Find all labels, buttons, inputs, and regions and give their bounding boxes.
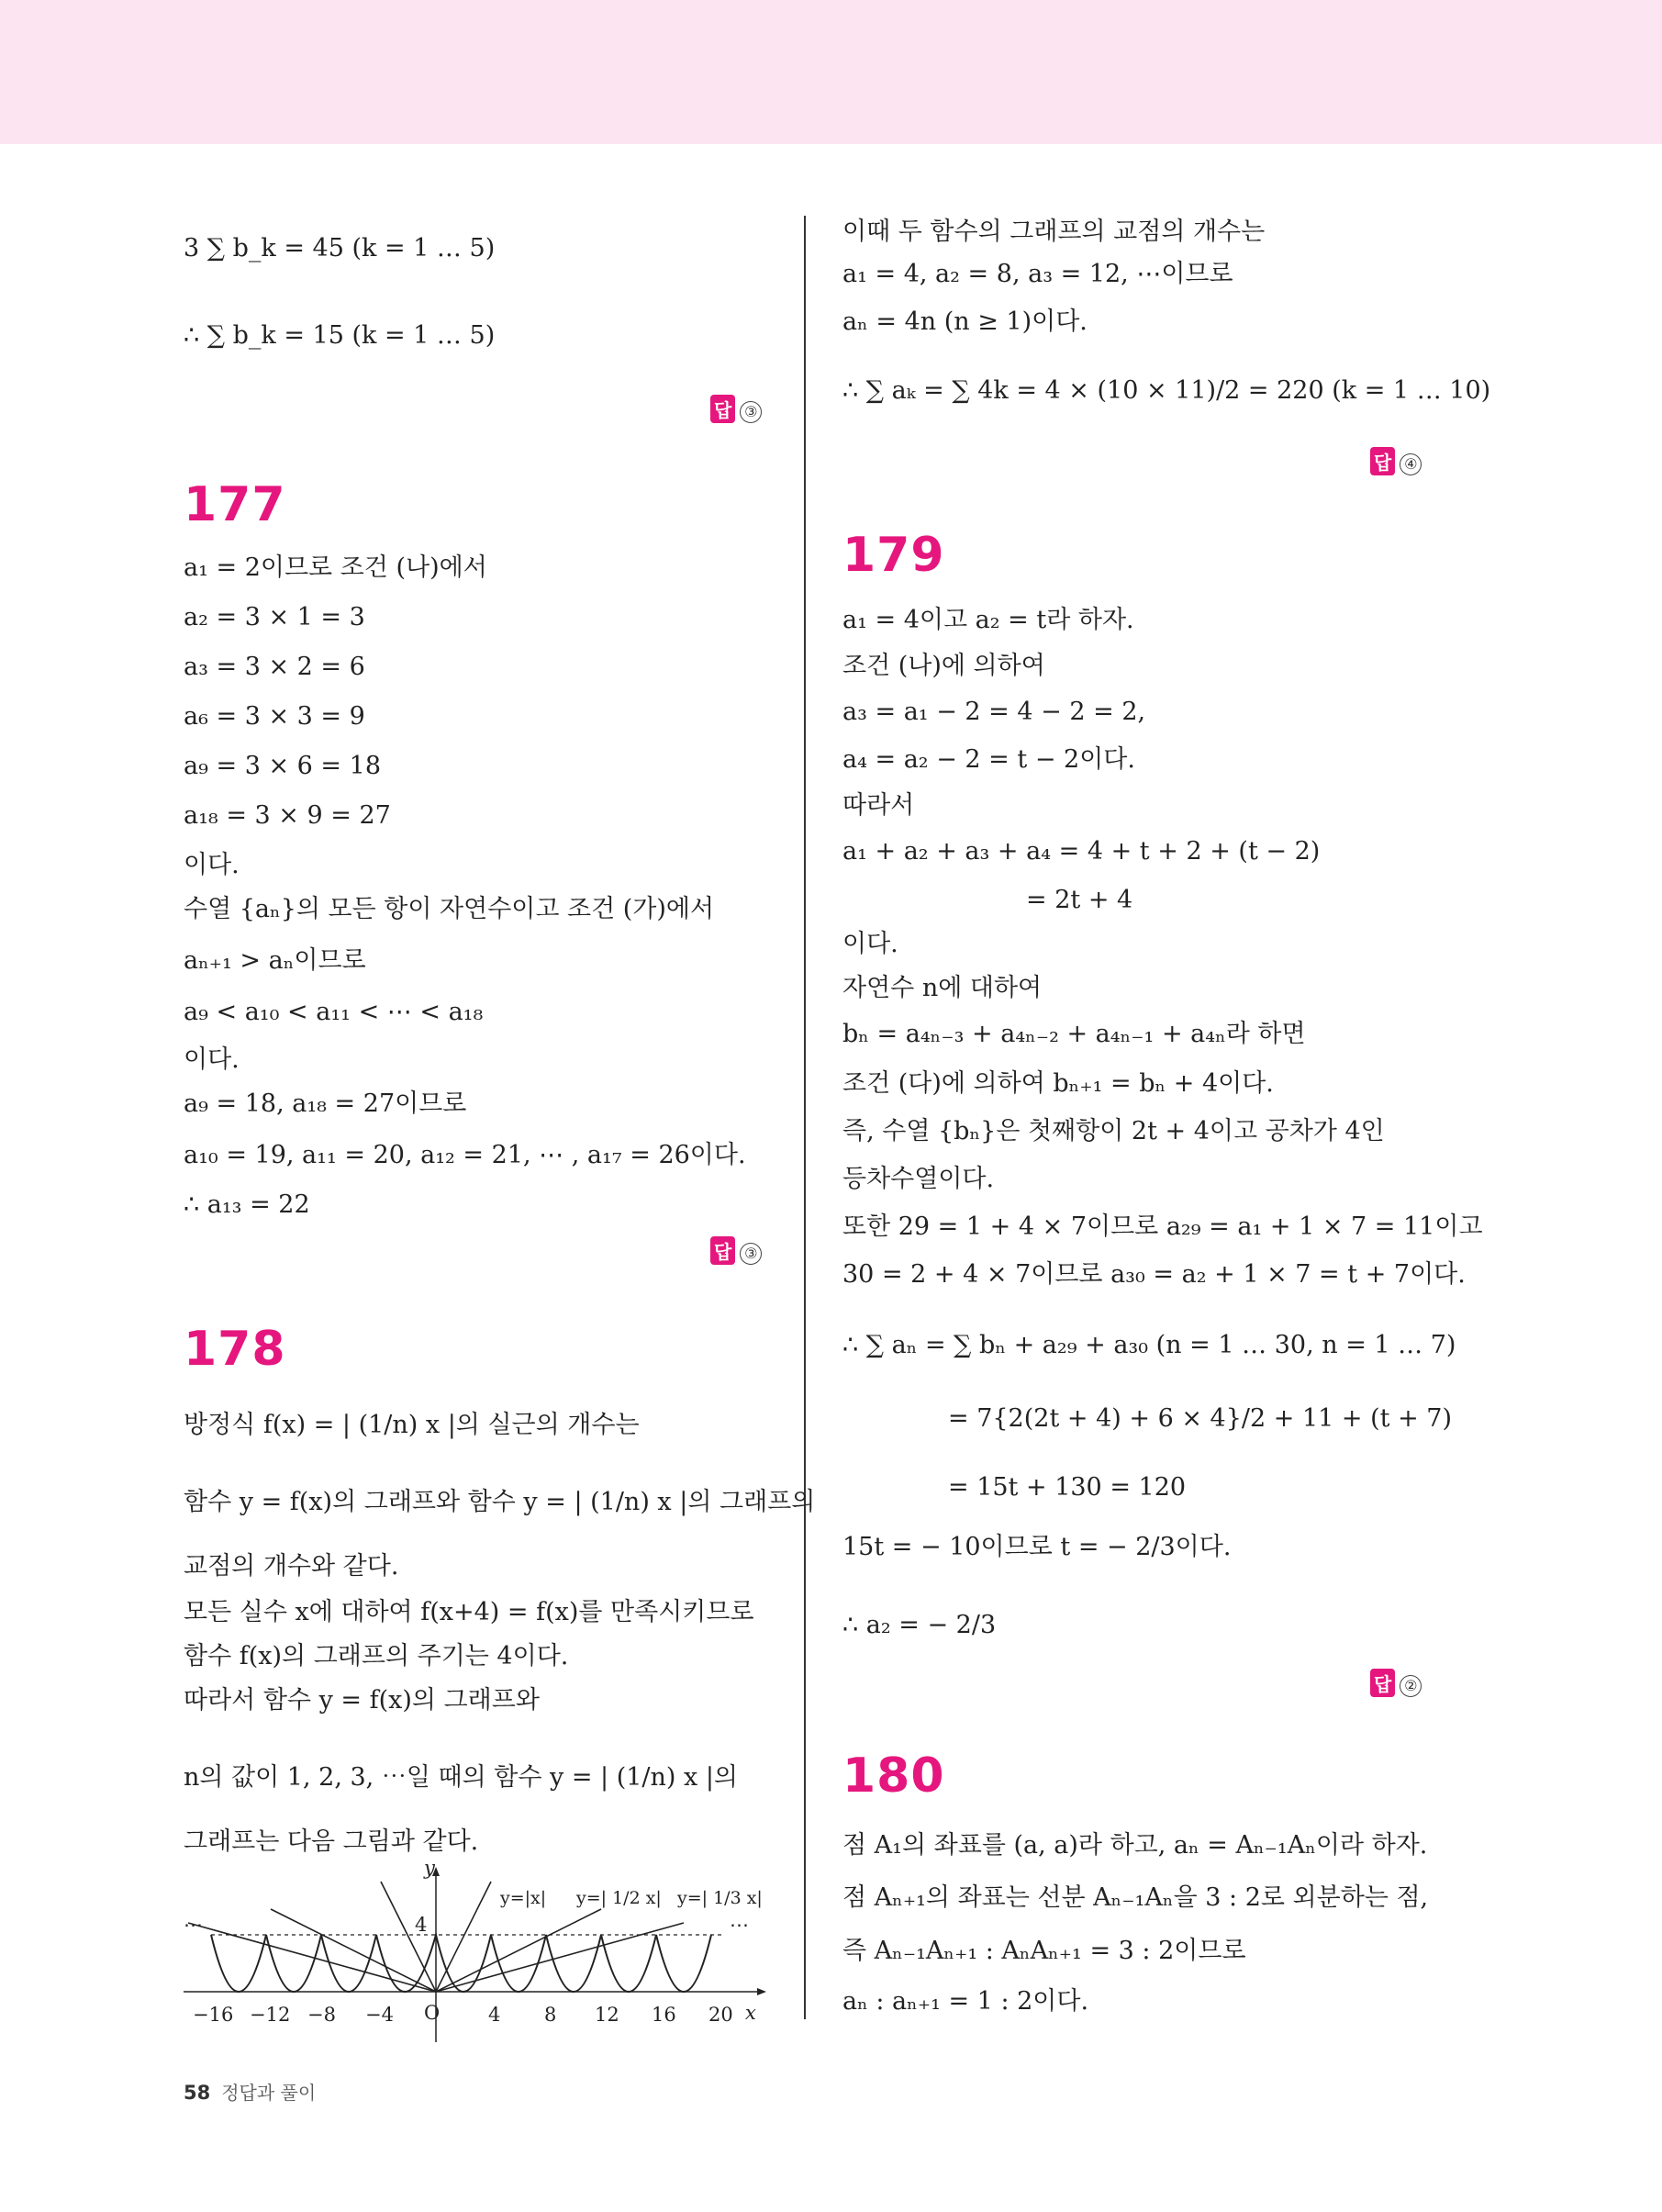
x-tick: −4 bbox=[365, 2004, 394, 2026]
ellipsis-right: ⋯ bbox=[730, 1914, 749, 1936]
line: a₁₈ = 3 × 9 = 27 bbox=[184, 801, 391, 830]
answer-badge-176: 답 ③ bbox=[710, 395, 762, 423]
periodic-function-graph bbox=[184, 1854, 771, 2056]
header-band bbox=[0, 0, 1662, 144]
line-third-x-left bbox=[188, 1923, 436, 1992]
line: 점 A₁의 좌표를 (a, a)라 하고, aₙ = Aₙ₋₁Aₙ이라 하자. bbox=[842, 1831, 1428, 1860]
sum-line-2: ∴ ∑ b_k = 15 (k = 1 … 5) bbox=[184, 321, 496, 350]
line: 이다. bbox=[842, 930, 898, 958]
ellipsis-left: ⋯ bbox=[184, 1914, 203, 1936]
problem-number-178: 178 bbox=[184, 1322, 286, 1377]
curve-label-half-x: y=| 1/2 x| bbox=[576, 1888, 662, 1908]
line: ∴ ∑ aₖ = ∑ 4k = 4 × (10 × 11)/2 = 220 (k = 1 … 10) bbox=[842, 376, 1491, 405]
line: = 2t + 4 bbox=[1026, 886, 1133, 914]
sum-line-1: 3 ∑ b_k = 45 (k = 1 … 5) bbox=[184, 234, 496, 263]
line: 30 = 2 + 4 × 7이므로 a₃₀ = a₂ + 1 × 7 = t + 7이다. bbox=[842, 1260, 1466, 1289]
y-axis-label: y bbox=[424, 1857, 435, 1879]
line: 이다. bbox=[184, 851, 240, 879]
line: 등차수열이다. bbox=[842, 1165, 995, 1193]
x-tick: −8 bbox=[307, 2004, 336, 2026]
line: a₁₀ = 19, a₁₁ = 20, a₁₂ = 21, ⋯ , a₁₇ = 26이다. bbox=[184, 1141, 746, 1169]
x-tick: 20 bbox=[708, 2004, 733, 2026]
parabola-curves bbox=[211, 1935, 711, 1992]
answer-label: 답 bbox=[1370, 1669, 1395, 1697]
y-tick-4: 4 bbox=[415, 1914, 428, 1936]
problem-number-180: 180 bbox=[842, 1748, 945, 1804]
line: a₁ + a₂ + a₃ + a₄ = 4 + t + 2 + (t − 2) bbox=[842, 837, 1321, 866]
line: 교점의 개수와 같다. bbox=[184, 1552, 399, 1581]
line: 자연수 n에 대하여 bbox=[842, 974, 1043, 1002]
line: bₙ = a₄ₙ₋₃ + a₄ₙ₋₂ + a₄ₙ₋₁ + a₄ₙ라 하면 bbox=[842, 1020, 1306, 1048]
line: a₁ = 4이고 a₂ = t라 하자. bbox=[842, 606, 1134, 634]
answer-label: 답 bbox=[1370, 447, 1395, 475]
column-divider bbox=[804, 216, 806, 2019]
page-number: 58 bbox=[184, 2082, 211, 2104]
line: aₙ : aₙ₊₁ = 1 : 2이다. bbox=[842, 1987, 1089, 2016]
line: 점 Aₙ₊₁의 좌표는 선분 Aₙ₋₁Aₙ을 3 : 2로 외분하는 점, bbox=[842, 1883, 1429, 1912]
line: a₉ = 3 × 6 = 18 bbox=[184, 752, 381, 780]
x-axis-arrow bbox=[757, 1988, 766, 1995]
line: = 7{2(2t + 4) + 6 × 4}/2 + 11 + (t + 7) bbox=[948, 1404, 1453, 1433]
footer-title: 정답과 풀이 bbox=[221, 2082, 317, 2104]
answer-label: 답 bbox=[710, 1236, 735, 1265]
line: 또한 29 = 1 + 4 × 7이므로 a₂₉ = a₁ + 1 × 7 = 11이고 bbox=[842, 1212, 1483, 1241]
line-abs-x-right bbox=[436, 1882, 491, 1992]
problem-number-177: 177 bbox=[184, 477, 286, 532]
line: a₃ = 3 × 2 = 6 bbox=[184, 653, 365, 681]
line: ∴ a₁₃ = 22 bbox=[184, 1190, 310, 1219]
line: 즉, 수열 {bₙ}은 첫째항이 2t + 4이고 공차가 4인 bbox=[842, 1117, 1385, 1145]
line: 방정식 f(x) = | (1/n) x |의 실근의 개수는 bbox=[184, 1411, 640, 1439]
x-tick: −16 bbox=[193, 2004, 234, 2026]
answer-badge-177: 답 ③ bbox=[710, 1236, 762, 1265]
line: n의 값이 1, 2, 3, ⋯일 때의 함수 y = | (1/n) x |의 bbox=[184, 1763, 739, 1792]
line: 함수 f(x)의 그래프의 주기는 4이다. bbox=[184, 1642, 569, 1670]
line-half-x-right bbox=[436, 1909, 601, 1992]
line-half-x-left bbox=[271, 1909, 436, 1992]
line: ∴ a₂ = − 2/3 bbox=[842, 1611, 997, 1639]
line: a₉ < a₁₀ < a₁₁ < ⋯ < a₁₈ bbox=[184, 998, 484, 1026]
line: 모든 실수 x에 대하여 f(x+4) = f(x)를 만족시키므로 bbox=[184, 1598, 754, 1626]
x-tick: O bbox=[424, 2002, 441, 2024]
answer-label: 답 bbox=[710, 395, 735, 423]
line: a₄ = a₂ − 2 = t − 2이다. bbox=[842, 745, 1135, 774]
line: 조건 (나)에 의하여 bbox=[842, 652, 1045, 680]
line: a₁ = 4, a₂ = 8, a₃ = 12, ⋯이므로 bbox=[842, 260, 1233, 288]
curve-label-abs-x: y=|x| bbox=[500, 1888, 547, 1908]
line: aₙ = 4n (n ≥ 1)이다. bbox=[842, 307, 1088, 336]
line: a₃ = a₁ − 2 = 4 − 2 = 2, bbox=[842, 698, 1146, 726]
line: 즉 Aₙ₋₁Aₙ₊₁ : AₙAₙ₊₁ = 3 : 2이므로 bbox=[842, 1937, 1246, 1965]
line: a₉ = 18, a₁₈ = 27이므로 bbox=[184, 1089, 467, 1118]
x-tick: 16 bbox=[652, 2004, 676, 2026]
page-footer bbox=[184, 2078, 316, 2105]
line: 이다. bbox=[184, 1045, 240, 1074]
x-axis-label: x bbox=[745, 2002, 756, 2024]
line: 수열 {aₙ}의 모든 항이 자연수이고 조건 (가)에서 bbox=[184, 895, 715, 923]
problem-number-179: 179 bbox=[842, 528, 945, 583]
line: 15t = − 10이므로 t = − 2/3이다. bbox=[842, 1533, 1232, 1561]
x-tick: 4 bbox=[488, 2004, 501, 2026]
curve-label-third-x: y=| 1/3 x| bbox=[677, 1888, 763, 1908]
line: 따라서 함수 y = f(x)의 그래프와 bbox=[184, 1686, 540, 1715]
line: 함수 y = f(x)의 그래프와 함수 y = | (1/n) x |의 그래프의 bbox=[184, 1488, 816, 1516]
line: ∴ ∑ aₙ = ∑ bₙ + a₂₉ + a₃₀ (n = 1 … 30, n = 1 … 7) bbox=[842, 1331, 1456, 1359]
line: a₆ = 3 × 3 = 9 bbox=[184, 702, 365, 731]
x-tick: 12 bbox=[595, 2004, 619, 2026]
line: 그래프는 다음 그림과 같다. bbox=[184, 1827, 479, 1856]
line: 따라서 bbox=[842, 791, 915, 820]
answer-badge-178: 답 ④ bbox=[1370, 447, 1422, 475]
line: a₁ = 2이므로 조건 (나)에서 bbox=[184, 553, 487, 582]
line: a₂ = 3 × 1 = 3 bbox=[184, 603, 365, 631]
x-tick: 8 bbox=[544, 2004, 557, 2026]
line-third-x-right bbox=[436, 1923, 684, 1992]
line: aₙ₊₁ > aₙ이므로 bbox=[184, 946, 366, 975]
line: 이때 두 함수의 그래프의 교점의 개수는 bbox=[842, 218, 1266, 246]
line: = 15t + 130 = 120 bbox=[948, 1473, 1187, 1502]
x-tick: −12 bbox=[250, 2004, 291, 2026]
answer-badge-179: 답 ② bbox=[1370, 1669, 1422, 1697]
line: 조건 (다)에 의하여 bₙ₊₁ = bₙ + 4이다. bbox=[842, 1069, 1274, 1098]
